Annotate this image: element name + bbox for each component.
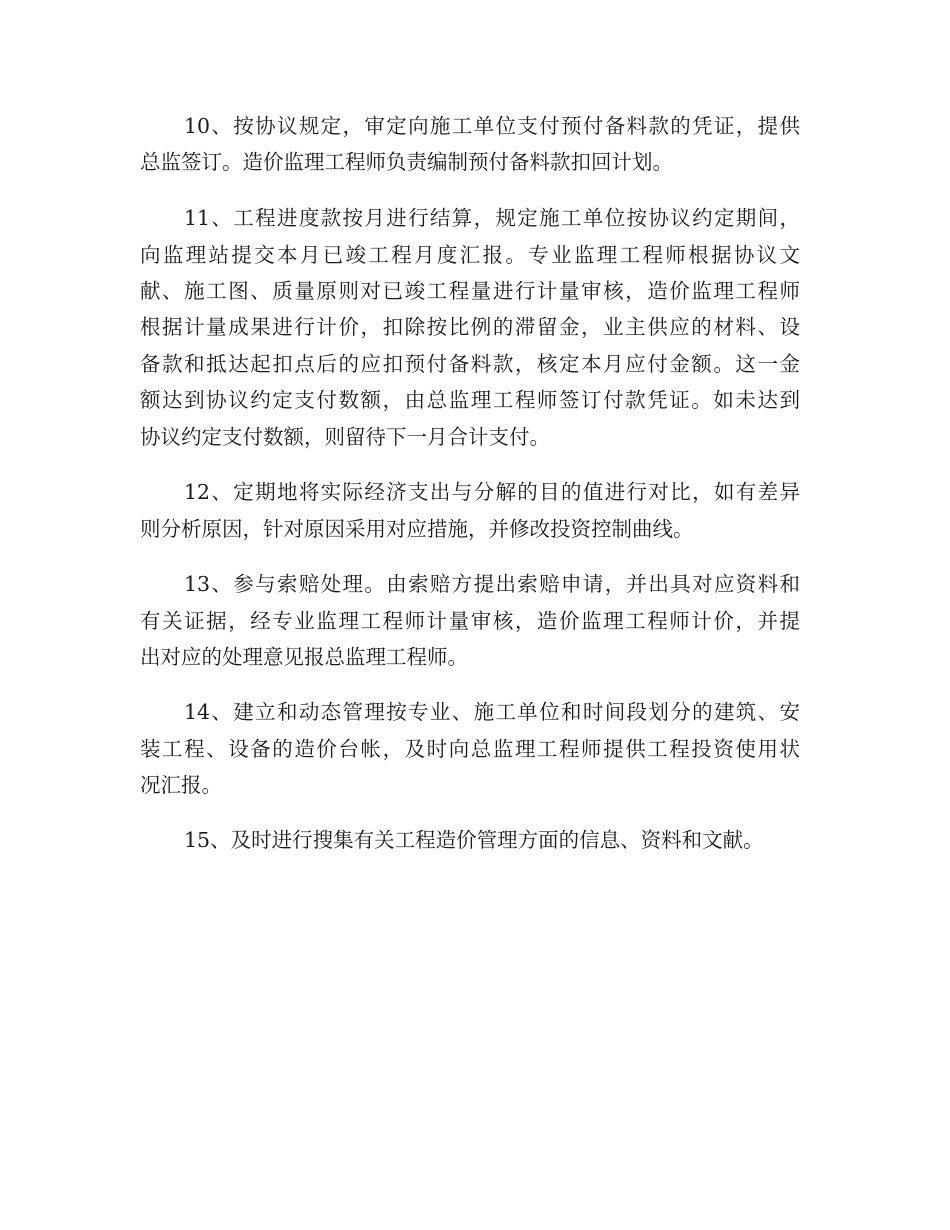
paragraph-line: 10、按协议规定，审定向施工单位支付预付备料款的凭证，提供 — [184, 114, 800, 138]
paragraph-line: 15、及时进行搜集有关工程造价管理方面的信息、资料和文献。 — [184, 828, 764, 852]
paragraph-line: 则分析原因，针对原因采用对应措施，并修改投资控制曲线。 — [140, 517, 694, 541]
paragraph-line: 向监理站提交本月已竣工程月度汇报。专业监理工程师根据协议文 — [140, 243, 800, 267]
paragraph-line: 装工程、设备的造价台帐，及时向总监理工程师提供工程投资使用状 — [140, 737, 800, 761]
paragraph-line: 14、建立和动态管理按专业、施工单位和时间段划分的建筑、安 — [184, 700, 800, 724]
paragraph-line: 12、定期地将实际经济支出与分解的目的值进行对比，如有差异 — [184, 480, 800, 504]
paragraph-line: 出对应的处理意见报总监理工程师。 — [140, 645, 468, 669]
paragraph-line: 根据计量成果进行计价，扣除按比例的滞留金，业主供应的材料、设 — [140, 315, 800, 339]
paragraph-line: 有关证据，经专业监理工程师计量审核，造价监理工程师计价，并提 — [140, 609, 800, 633]
paragraph-line: 况汇报。 — [140, 773, 222, 797]
paragraph-line: 备款和抵达起扣点后的应扣预付备料款，核定本月应付金额。这一金 — [140, 352, 800, 376]
paragraph-line: 11、工程进度款按月进行结算，规定施工单位按协议约定期间， — [184, 206, 800, 230]
paragraph-line: 协议约定支付数额，则留待下一月合计支付。 — [140, 425, 550, 449]
paragraph-line: 总监签订。造价监理工程师负责编制预付备料款扣回计划。 — [140, 150, 673, 174]
paragraph-line: 额达到协议约定支付数额，由总监理工程师签订付款凭证。如未达到 — [140, 388, 800, 412]
paragraph-line: 献、施工图、质量原则对已竣工程量进行计量审核，造价监理工程师 — [140, 279, 800, 303]
paragraph-line: 13、参与索赔处理。由索赔方提出索赔申请，并出具对应资料和 — [184, 572, 800, 596]
